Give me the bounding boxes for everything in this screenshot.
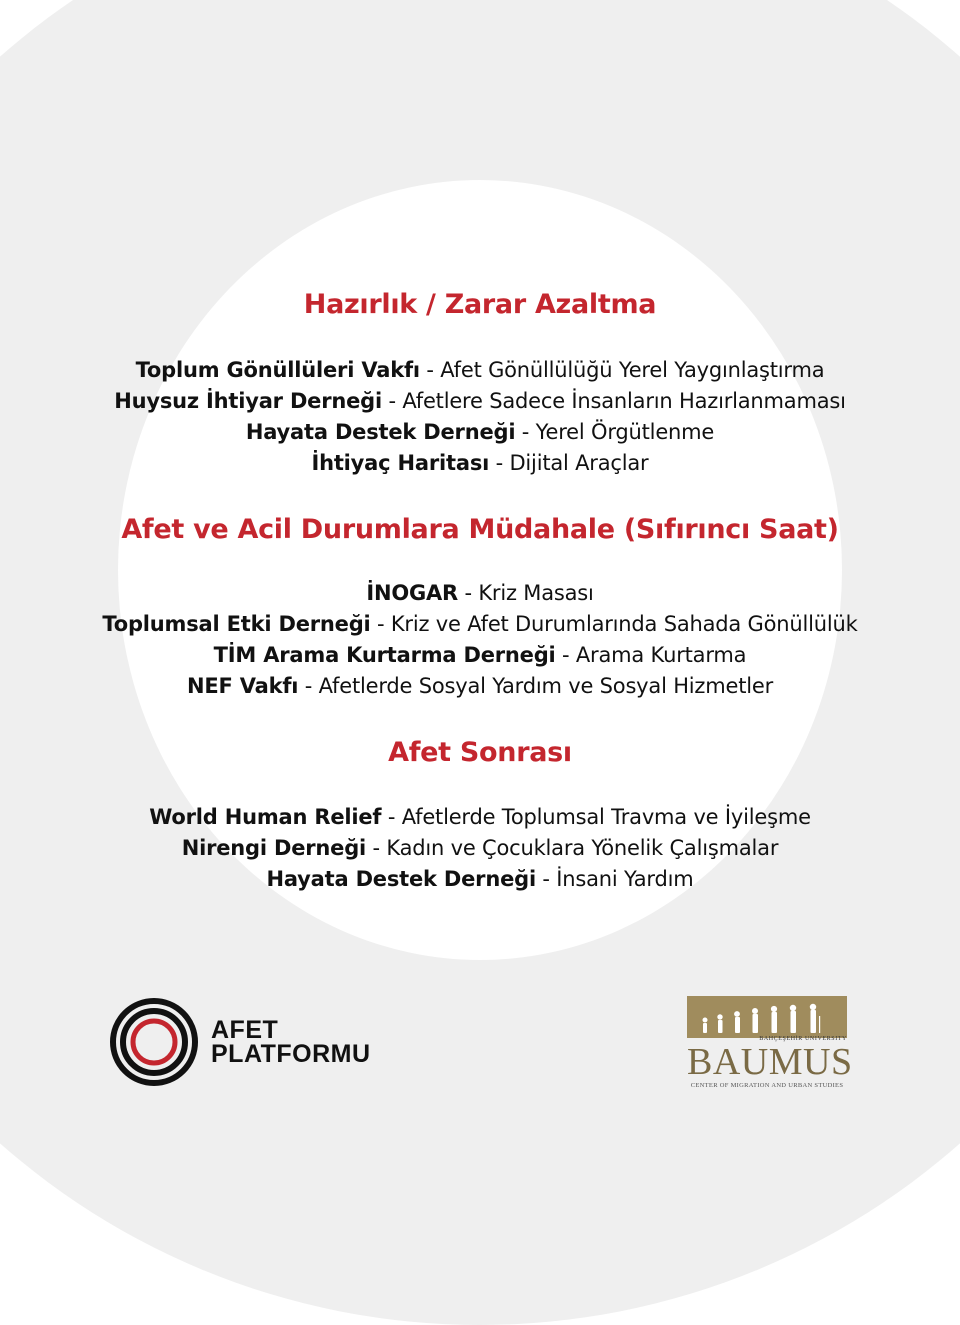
list-item [0, 417, 960, 448]
org-name: Hayata Destek Derneği [245, 420, 516, 444]
list-item [0, 640, 960, 671]
list-item [0, 386, 960, 417]
section-list-preparedness [0, 355, 960, 479]
section-title-post-disaster: Afet Sonrası [388, 737, 572, 768]
org-desc: - Kadın ve Çocuklara Yönelik Çalışmalar [366, 836, 779, 860]
list-item [0, 355, 960, 386]
org-name: Toplum Gönüllüleri Vakfı [135, 358, 420, 382]
org-name: Nirengi Derneği [181, 836, 367, 860]
org-name: Hayata Destek Derneği [266, 867, 536, 891]
org-name: Huysuz İhtiyar Derneği [114, 389, 382, 413]
list-item [0, 671, 960, 702]
afet-logo-line2: PLATFORMU [211, 1040, 371, 1068]
org-desc: - Yerel Örgütlenme [515, 420, 715, 444]
afet-logo-line1: AFET [211, 1016, 279, 1044]
list-item [0, 864, 960, 895]
list-item [0, 578, 960, 609]
org-desc: - Afet Gönüllülüğü Yerel Yaygınlaştırma [419, 358, 825, 382]
list-item [0, 609, 960, 640]
org-desc: - Dijital Araçlar [489, 451, 649, 475]
baumus-name: BAUMUS [687, 1041, 853, 1083]
section-list-post-disaster [0, 802, 960, 895]
org-name: World Human Relief [149, 805, 382, 829]
org-name: TİM Arama Kurtarma Derneği [213, 643, 556, 667]
list-item [0, 802, 960, 833]
list-item [0, 448, 960, 479]
org-desc: - Afetlere Sadece İnsanların Hazırlanmaması [382, 389, 846, 413]
concentric-rings-icon [107, 995, 203, 1091]
org-desc: - Kriz Masası [458, 581, 594, 605]
org-desc: - Afetlerde Toplumsal Travma ve İyileşme [381, 805, 811, 829]
org-name: Toplumsal Etki Derneği [102, 612, 371, 636]
org-desc: - Afetlerde Sosyal Yardım ve Sosyal Hizmetler [298, 674, 774, 698]
org-name: İhtiyaç Haritası [311, 451, 490, 475]
baumus-university: BAHÇEŞEHİR UNIVERSITY [759, 1036, 847, 1042]
baumus-band [687, 996, 847, 1038]
section-title-response: Afet ve Acil Durumlara Müdahale (Sıfırıncı Saat) [121, 514, 839, 545]
afet-platformu-logo [107, 995, 387, 1091]
section-title-preparedness: Hazırlık / Zarar Azaltma [303, 289, 657, 320]
org-name: İNOGAR [366, 581, 459, 605]
section-list-response [0, 578, 960, 702]
human-evolution-icon [687, 996, 847, 1038]
org-desc: - Arama Kurtarma [555, 643, 747, 667]
org-name: NEF Vakfı [186, 674, 299, 698]
list-item [0, 833, 960, 864]
baumus-subtitle: CENTER OF MIGRATION AND URBAN STUDIES [690, 1082, 844, 1089]
org-desc: - Kriz ve Afet Durumlarında Sahada Gönüllülük [370, 612, 858, 636]
baumus-logo [687, 996, 853, 1092]
org-desc: - İnsani Yardım [535, 867, 694, 891]
